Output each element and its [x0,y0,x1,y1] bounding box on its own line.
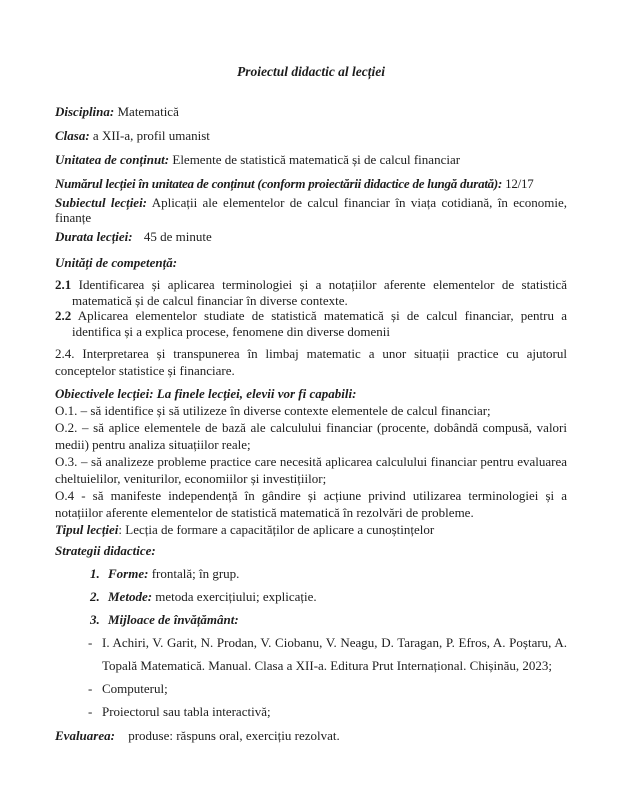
field-numarul-value: 12/17 [505,176,534,191]
evaluation-line [55,725,567,746]
field-clasa-label: Clasa: [55,128,90,143]
competence-number: 2.2 [55,308,72,323]
section-heading-strategii: Strategii didactice: [55,543,156,558]
strategy-item-label: Mijloace de învățământ: [108,612,239,627]
lesson-type-value: : Lecția de formare a capacităților de aplicare a cunoștințelor [118,522,435,537]
strategy-item-metode [55,585,567,608]
field-disciplina-label: Disciplina: [55,104,115,119]
strategy-item-label: Forme: [108,566,149,581]
resource-item-text: Proiectorul sau tabla interactivă; [102,704,271,719]
competence-item-extra: 2.4. Interpretarea și transpunerea în limbaj matematic a unor situații practice cu ajutorul conceptelor statistice și financiare. [55,346,567,378]
field-clasa-value: a XII-a, profil umanist [92,128,210,143]
competence-text: Aplicarea elementelor studiate de statistică matematică și de calcul financiar, pentru a identifica și a explica procese, fenomene din diverse domenii [72,308,567,339]
lesson-type-line [55,521,567,538]
lesson-type-label: Tipul lecției [55,522,119,537]
objective-item: O.4 - să manifeste independență în gândire și acțiune privind utilizarea terminologiei și a notațiilor aferente elementelor de statistică matematică în rezolvări de probleme. [55,488,567,520]
competence-item [55,308,567,339]
strategy-item-content [108,608,567,631]
field-unitatea-label: Unitatea de conținut: [55,152,170,167]
field-unitatea-value: Elemente de statistică matematică și de calcul financiar [172,152,461,167]
field-disciplina-value: Matematică [117,104,179,119]
strategy-item-forme [55,562,567,585]
competence-text: Identificarea și aplicarea terminologiei și a notațiilor aferente elementelor de statistică matematică și de calcul financiar în diverse contexte. [72,277,567,308]
objective-item: O.2. – să aplice elementele de bază ale calculului financiar (procente, dobândă compusă, valori medii) pentru analiza situațiilor reale; [55,420,567,452]
field-subiectul [55,195,567,225]
page-title: Proiectul didactic al lecției [236,64,386,79]
field-subiectul-label: Subiectul lecției: [55,195,148,210]
field-durata-label: Durata lecției: [55,229,133,244]
strategy-item-number: 2. [90,589,100,604]
strategy-item-number: 1. [90,566,100,581]
strategy-item-label: Metode: [108,589,153,604]
evaluation-label: Evaluarea: [55,728,115,743]
strategy-item-mijloace [55,608,567,631]
bullet-dash: - [88,635,93,650]
competence-number: 2.1 [55,277,72,292]
field-durata-value: 45 de minute [143,229,212,244]
bullet-dash: - [88,704,93,719]
resource-item-proiector [55,700,567,723]
strategy-item-value: metoda exercițiului; explicație. [155,589,317,604]
resource-item-text: Computerul; [102,681,168,696]
competence-item [55,277,567,308]
resource-item-computer [55,677,567,700]
field-disciplina [55,104,567,119]
section-heading-competente: Unități de competență: [55,255,178,270]
strategy-item-number: 3. [90,612,100,627]
field-numarul [55,176,567,191]
section-heading-obiective: Obiectivele lecției: La finele lecției, elevii vor fi capabili: [55,386,357,401]
field-clasa [55,128,567,143]
objective-item: O.3. – să analizeze probleme practice care necesită aplicarea calculului financiar pentru evaluarea cheltuielilor, veniturilor, economiilor și investițiilor; [55,454,567,486]
evaluation-value: produse: răspuns oral, exercițiu rezolvat. [128,728,340,743]
field-numarul-label: Numărul lecției în unitatea de conținut (conform proiectării didactice de lungă durată): [55,176,503,191]
field-durata [55,229,567,244]
objective-item: O.1. – să identifice și să utilizeze în diverse contexte elementele de calcul financiar; [55,403,491,418]
strategy-item-value: frontală; în grup. [151,566,240,581]
resource-item-manual [55,631,567,677]
strategy-item-content [108,562,567,585]
resource-item-text: I. Achiri, V. Garit, N. Prodan, V. Ciobanu, V. Neagu, D. Taragan, P. Efros, A. Poștaru, A. Topală Matematică. Manual. Clasa a XII-a. Editura Prut Internațional. Chișinău, 2023; [102,635,567,673]
field-unitatea [55,152,567,167]
strategy-item-content [108,585,567,608]
bullet-dash: - [88,681,93,696]
field-subiectul-value: Aplicații ale elementelor de calcul financiar în viața cotidiană, în economie, finanțe [55,195,567,225]
